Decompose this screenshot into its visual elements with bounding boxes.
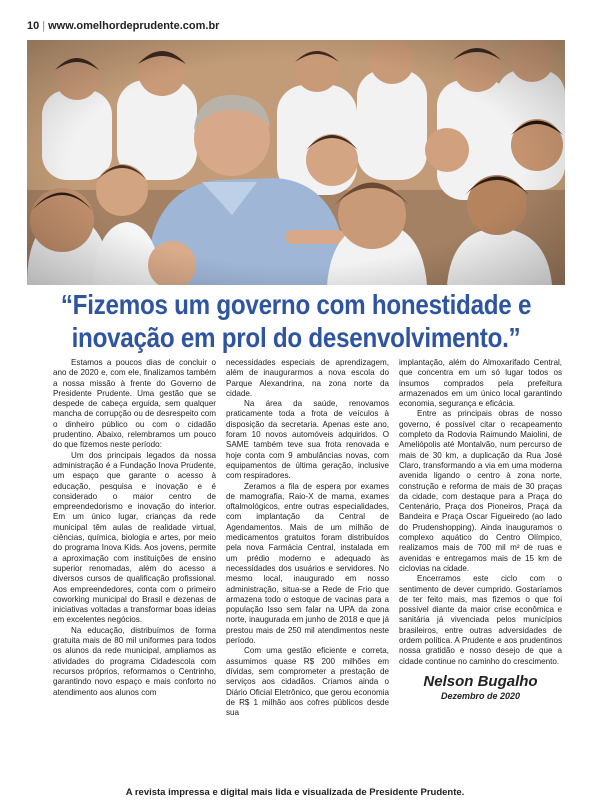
article-column-3 — [399, 358, 562, 790]
article-body — [53, 358, 563, 790]
cover-photo — [27, 40, 565, 285]
photo-illustration — [27, 40, 565, 285]
signature-block — [399, 673, 562, 701]
header-separator: | — [42, 20, 46, 32]
footer-tagline: A revista impressa e digital mais lida e visualizada de Presidente Prudente. — [125, 787, 465, 798]
paragraph: Estamos a poucos dias de concluir o ano de 2020 e, com ele, finalizamos também a nossa missão à frente do Governo de Presidente Prudente. Uma gestão que se despede de cabeça erguida, sem qualquer mancha de corrupção ou de desrespeito com o dinheiro público ou com o cidadão prudentino. Abaixo, relembramos um pouco do que fizemos neste período: — [53, 358, 216, 450]
article-column-2 — [226, 358, 389, 790]
page-header — [27, 20, 219, 32]
paragraph: Entre as principais obras de nosso governo, é possível citar o recapeamento completo da Rodovia Raimundo Maiolini, de Ameliópolis até Montalvão, num percurso de mais de 30 km, a duplicação da Rua José Claro, transformando a via em uma moderna avenida ligando o centro à zona norte, construção e reforma de mais de 30 praças da cidade, com destaque para a Praça do Centenário, Praça dos Pioneiros, Praça da Bandeira e Praça Oscar Figueiredo (ao lado do Prudenshopping). Ainda inauguramos o complexo aquático do Centro Olímpico, realizamos mais de 700 mil m² de ruas e avenidas e entregamos mais de 15 km de ciclovias na cidade. — [399, 409, 562, 573]
headline-quote: “Fizemos um governo com honestidade e inovação em prol do desenvolvimento.” — [60, 289, 532, 353]
signature-date: Dezembro de 2020 — [440, 690, 521, 701]
paragraph: Com uma gestão eficiente e correta, assumimos quase R$ 200 milhões em dívidas, sem comprometer a prestação de serviços aos cidadãos. Criamos ainda o Diário Oficial Eletrônico, que gerou economia de R$ 1 milhão aos cofres públicos desde sua — [226, 646, 389, 718]
paragraph: Um dos principais legados da nossa administração é a Fundação Inova Prudente, um espaço que garante o acesso à educação, pesquisa e inovação e é considerado o maior centro de empreendedorismo e inovação do interior. Em um único lugar, crianças da rede municipal têm aulas de realidade virtual, ciências, química, biologia e artes, por meio do programa Inova Kids. Aos jovens, permite a aproximação com instituições de ensino superior renomadas, além do acesso a diversos cursos de qualificação profissional. Aos empreendedores, conta com o primeiro coworking municipal do Brasil e dezenas de iniciativas voltadas a transformar boas ideias em excelentes negócios. — [53, 450, 216, 625]
paragraph: necessidades especiais de aprendizagem, além de inaugurarmos a nova escola do Parque Alexandrina, na zona norte da cidade. — [226, 358, 389, 398]
article-column-1 — [53, 358, 216, 790]
paragraph: Zeramos a fila de espera por exames de mamografia, Raio-X de mama, exames oftalmológicos, entre outras especialidades, com implantação da Central de Agendamentos. Mais de um milhão de medicamentos gratuitos foram distribuídos pela nova Farmácia Central, instalada em um prédio moderno e adequado às necessidades dos usuários e servidores. No mesmo local, inaugurado em nosso administração, situa-se a Rede de Frio que armazena todo o estoque de vacinas para a população Isso sem falar na UPA da zona norte, inaugurada em junho de 2018 e que já prestou mais de 250 mil atendimentos neste período. — [226, 481, 389, 646]
paragraph: implantação, além do Almoxarifado Central, que concentra em um só lugar todos os insumos comprados pela prefeitura armazenados em um único local garantindo economia, segurança e eficácia. — [399, 358, 562, 409]
website-link[interactable]: www.omelhordeprudente.com.br — [48, 20, 220, 32]
paragraph: Na área da saúde, renovamos praticamente toda a frota de veículos à disposição da secretaria. Apenas este ano, foram 10 novos automóveis adquiridos. O SAME também teve sua frota renovada e hoje conta com 9 ambulâncias novas, com equipamentos de última geração, inclusive com respiradores. — [226, 399, 389, 481]
paragraph: Na educação, distribuímos de forma gratuita mais de 80 mil uniformes para todos os alunos da rede municipal, ampliamos as atividades do programa Cidadescola com recursos próprios, reformamos o Centrinho, garantindo novo espaço e mais conforto no atendimento aos alunos com — [53, 625, 216, 697]
page-number: 10 — [27, 20, 40, 32]
author-name: Nelson Bugalho — [423, 672, 538, 690]
paragraph: Encerramos este ciclo com o sentimento de dever cumprido. Gostaríamos de ter feito mais, mas fizemos o que foi possível diante da maior crise econômica e sanitária já vivenciada pelos municípios brasileiros, entre outras adversidades de ordem política. A Prudente e aos prudentinos nossa gratidão e nosso desejo de que a cidade continue no caminho do crescimento. — [399, 574, 562, 666]
